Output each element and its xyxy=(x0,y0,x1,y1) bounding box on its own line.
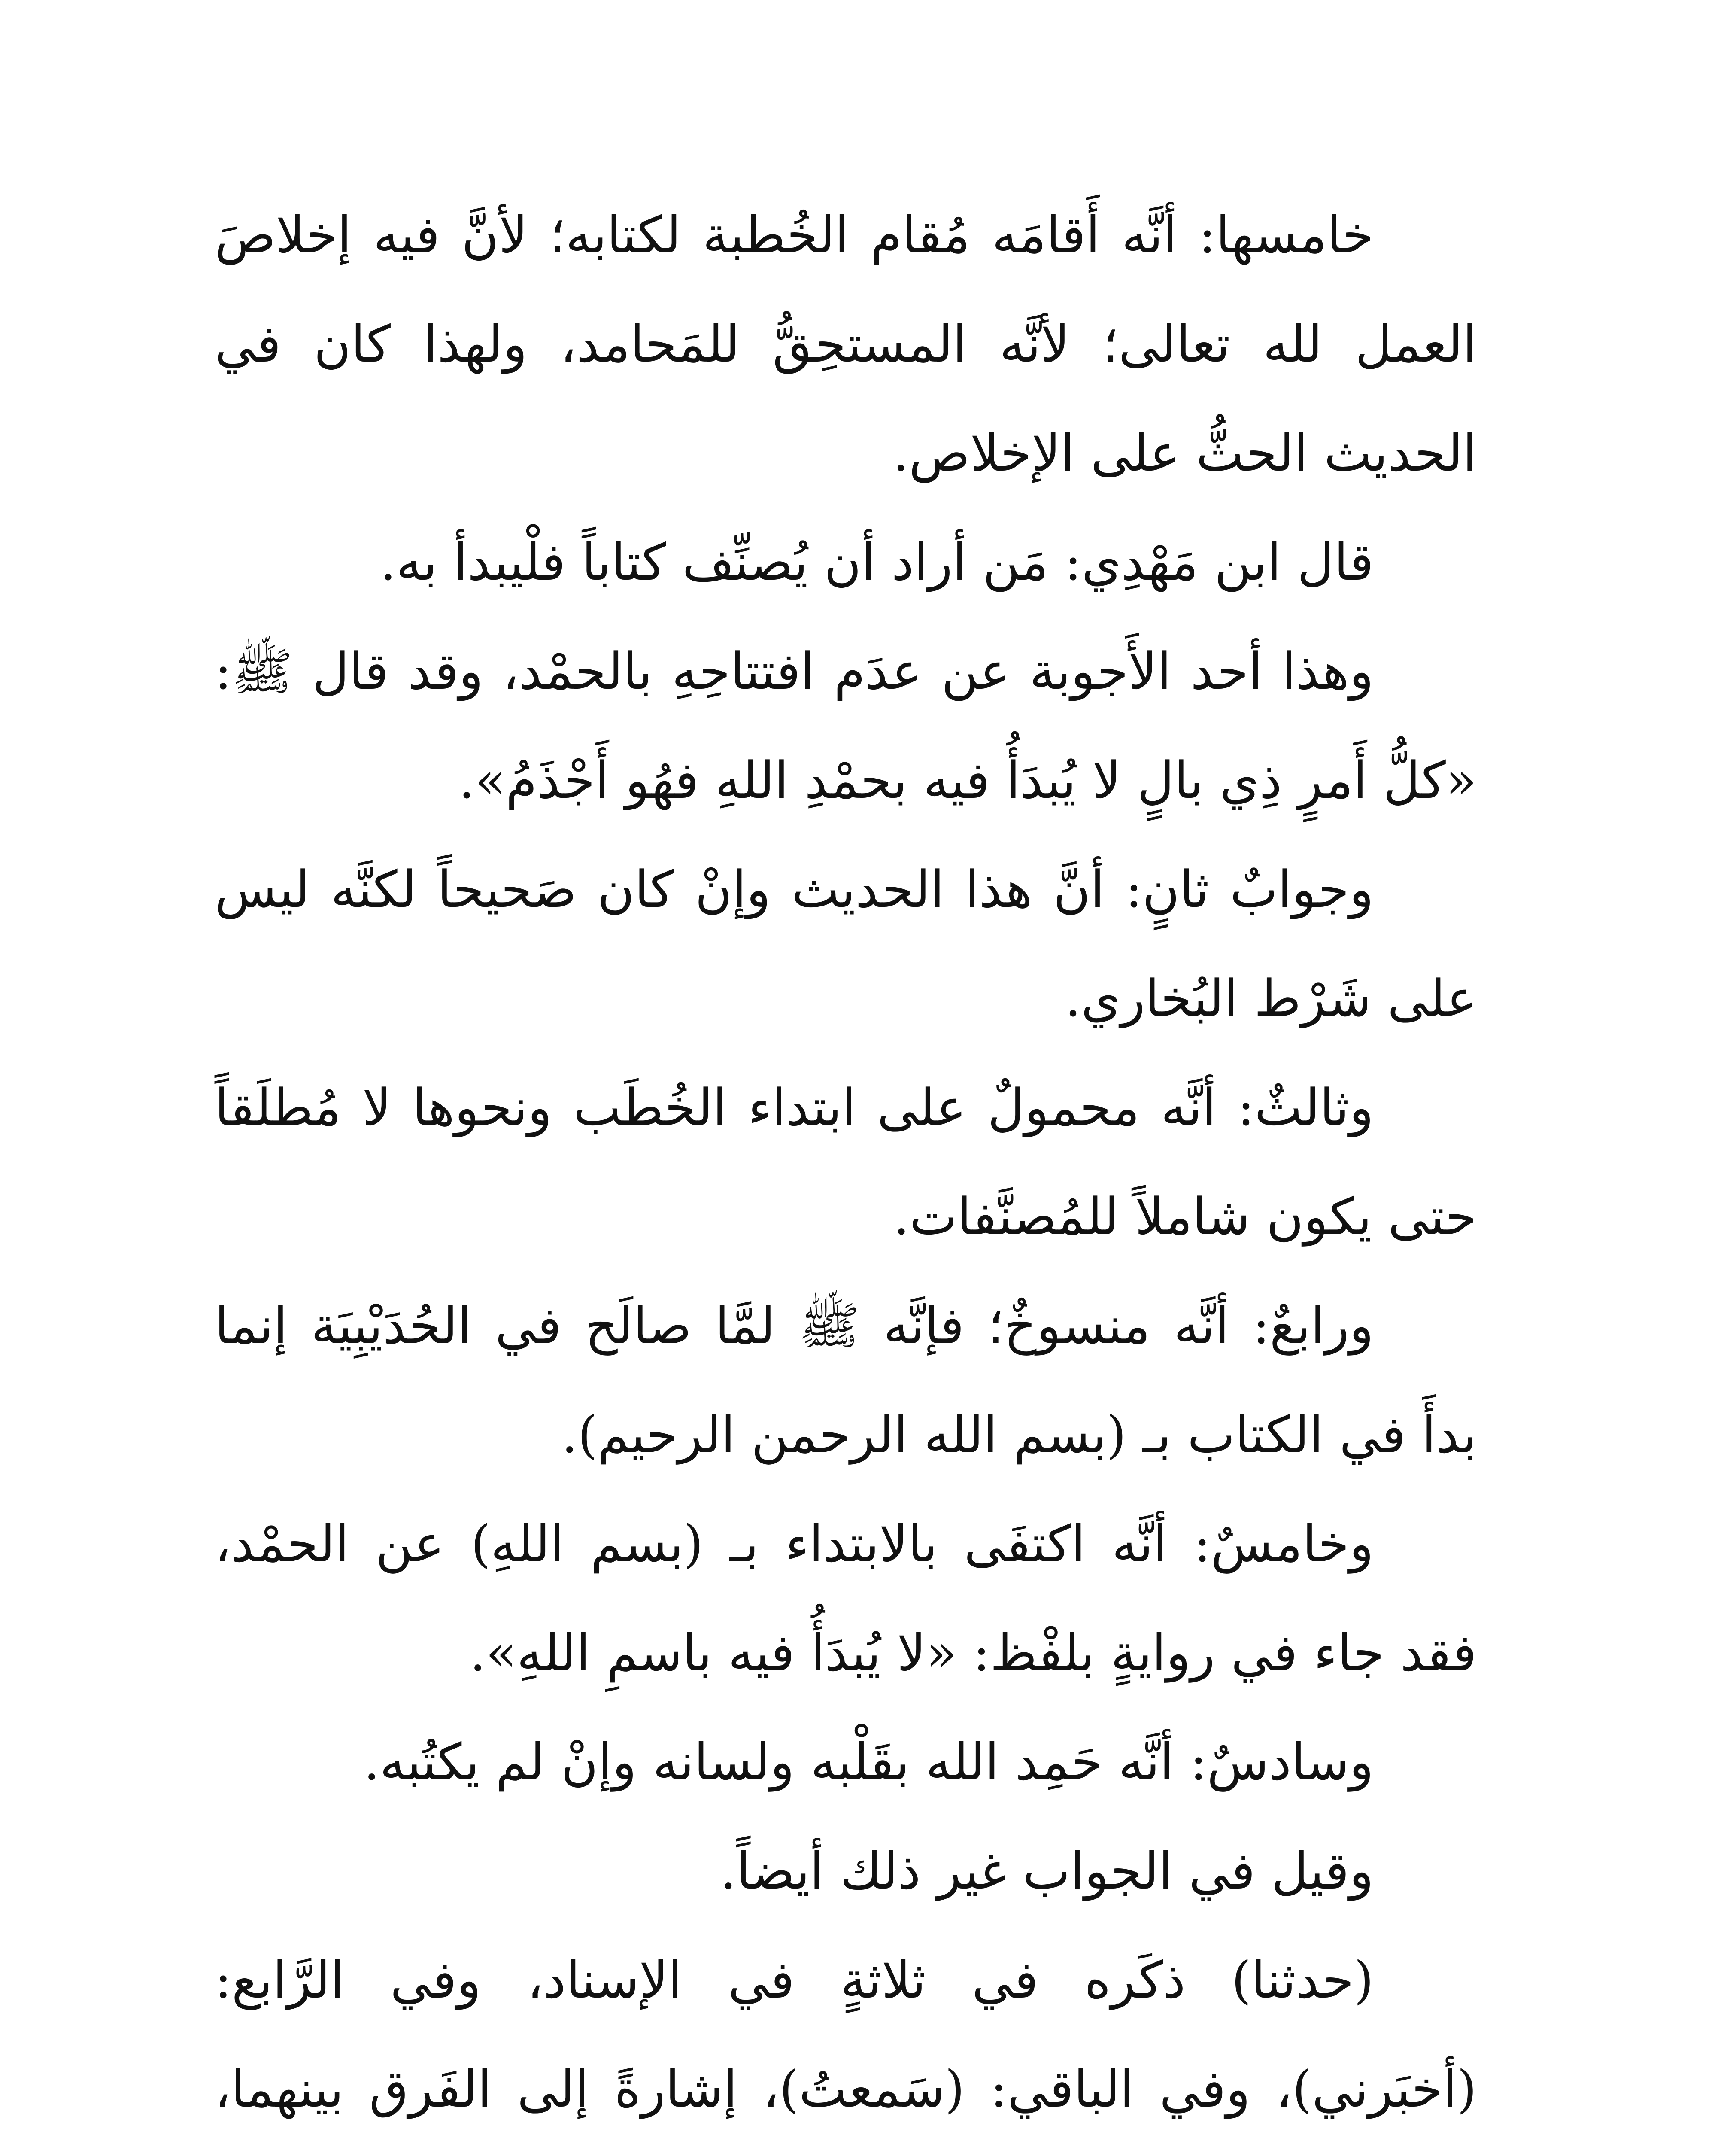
paragraph-second-answer: وجوابٌ ثانٍ: أنَّ هذا الحديث وإنْ كان صَحيحاً لكنَّه ليس على شَرْط البُخاري. xyxy=(215,860,1477,1028)
paragraph-khamisuha: خامسها: أنَّه أَقامَه مُقام الخُطبة لكتابه؛ لأنَّ فيه إخلاصَ العمل لله تعالى؛ لأنَّه المستحِقُّ للمَحامد، ولهذا كان في الحديث الحثُّ على الإخلاص. xyxy=(215,205,1477,483)
paragraph-sixth-answer: وسادسٌ: أنَّه حَمِد الله بقَلْبه ولسانه وإنْ لم يكتُبه. xyxy=(364,1732,1374,1791)
paragraph-fifth-answer: وخامسٌ: أنَّه اكتفَى بالابتداء بـ (بسم اللهِ) عن الحمْد، فقد جاء في روايةٍ بلفْظ: «لا يُبدَأُ فيه باسمِ اللهِ». xyxy=(215,1514,1477,1682)
body-text xyxy=(215,180,1477,2147)
paragraph-haddathana: (حدثنا) ذكَره في ثلاثةٍ في الإسناد، وفي الرَّابع: (أخبَرني)، وفي الباقي: (سَمعتُ)، إشارةً إلى الفَرق بينهما، xyxy=(215,1950,1477,2119)
paragraph-first-answer: وهذا أحد الأَجوبة عن عدَم افتتاحِهِ بالحمْد، وقد قال ﷺ: «كلُّ أَمرٍ ذِي بالٍ لا يُبدَأُ فيه بحمْدِ اللهِ فهُو أَجْذَمُ». xyxy=(215,642,1477,810)
paragraph-third-answer: وثالثٌ: أنَّه محمولٌ على ابتداء الخُطَب ونحوها لا مُطلَقاً حتى يكون شاملاً للمُصنَّفات. xyxy=(215,1078,1477,1246)
paragraph-fourth-answer: ورابعٌ: أنَّه منسوخٌ؛ فإنَّه ﷺ لمَّا صالَح في الحُدَيْبِيَة إنما بدأَ في الكتاب بـ (بسم الله الرحمن الرحيم). xyxy=(215,1296,1477,1464)
paragraph-ibn-mahdi: قال ابن مَهْدِي: مَن أراد أن يُصنِّف كتاباً فلْيبدأ به. xyxy=(380,532,1374,592)
paragraph-other-answers: وقيل في الجواب غير ذلك أيضاً. xyxy=(720,1841,1374,1901)
